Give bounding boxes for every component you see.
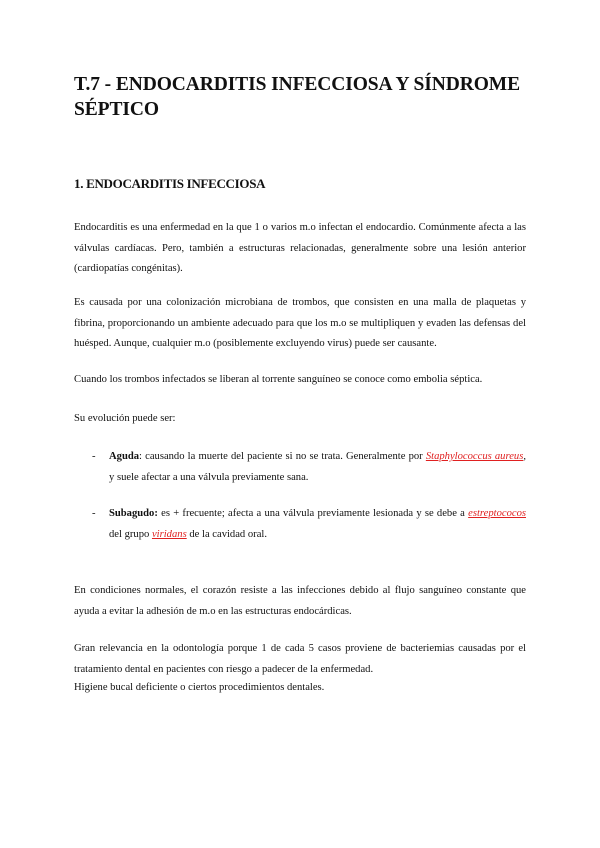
link-viridans[interactable]: viridans bbox=[151, 528, 187, 540]
list-item-text bbox=[109, 447, 526, 488]
list-item-text bbox=[109, 504, 526, 545]
paragraph-normal-conditions: En condiciones normales, el corazón resiste a las infecciones debido al flujo sanguíneo constante que ayuda a evitar la adhesión de m.o en las estructuras endocárdicas. bbox=[74, 585, 526, 617]
paragraph-odontology: Gran relevancia en la odontología porque 1 de cada 5 casos proviene de bacteriemias causadas por el tratamiento dental en pacientes con riesgo a padecer de la enfermedad. bbox=[74, 643, 526, 675]
paragraph-hygiene: Higiene bucal deficiente o ciertos procedimientos dentales. bbox=[74, 682, 325, 693]
paragraph-evolution: Su evolución puede ser: bbox=[74, 413, 176, 424]
subagudo-text-mid: del grupo bbox=[109, 528, 152, 540]
aguda-text-before: : causando la muerte del paciente si no se trata. Generalmente por bbox=[139, 451, 426, 462]
term-subagudo: Subagudo: bbox=[109, 508, 158, 519]
aguda-text-after: , y suele afectar a una válvula previamente sana. bbox=[109, 451, 526, 483]
subagudo-text-before: es + frecuente; afecta a una válvula previamente lesionada y se debe a bbox=[157, 508, 469, 519]
link-estreptococos[interactable]: estreptococos bbox=[468, 508, 526, 519]
subagudo-text-after: de la cavidad oral. bbox=[186, 528, 267, 540]
link-staphylococcus-aureus[interactable]: Staphylococcus aureus bbox=[425, 451, 524, 462]
list-bullet: - bbox=[92, 508, 96, 519]
page-title: T.7 - ENDOCARDITIS INFECCIOSA Y SÍNDROME SÉPTICO bbox=[74, 74, 521, 120]
paragraph-cause: Es causada por una colonización microbiana de trombos, que consisten en una malla de plaquetas y fibrina, proporcionando un ambiente adecuado para que los m.o se multipliquen y evaden las defensas del huésped. Aunque, cualquier m.o (posiblemente excluyendo virus) puede ser causante. bbox=[74, 297, 526, 349]
paragraph-septic-embolism: Cuando los trombos infectados se liberan al torrente sanguíneo se conoce como embolia séptica. bbox=[74, 374, 483, 385]
term-aguda: Aguda bbox=[109, 451, 140, 462]
section-heading: 1. ENDOCARDITIS INFECCIOSA bbox=[74, 176, 266, 191]
list-bullet: - bbox=[92, 451, 96, 462]
paragraph-definition: Endocarditis es una enfermedad en la que 1 o varios m.o infectan el endocardio. Comúnmente afecta a las válvulas cardíacas. Pero, también a estructuras relacionadas, generalmente sobre una lesión anterior (cardiopatías congénitas). bbox=[74, 222, 526, 274]
